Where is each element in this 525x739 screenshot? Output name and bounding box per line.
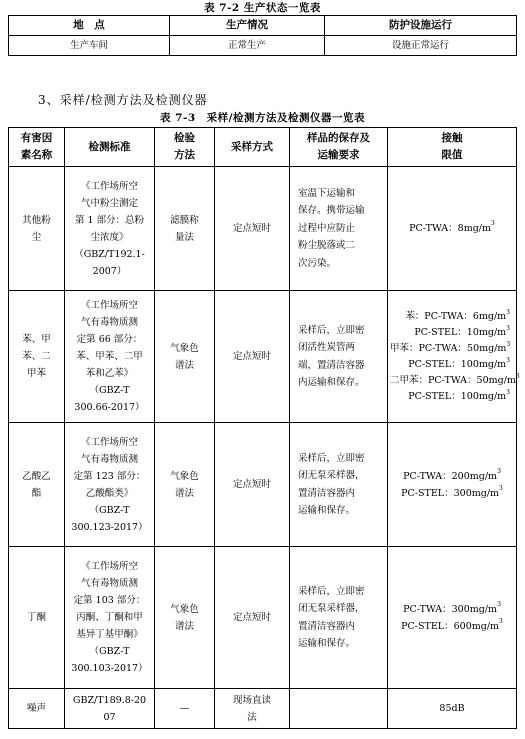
cell-method: 气象色 谱法 xyxy=(155,547,215,689)
cell-sampling: 现场直读法 xyxy=(215,689,290,729)
cell-storage: 采样后，立即密 闭无泵采样器， 置清洁容器内 运输和保存。 xyxy=(290,547,388,689)
production-status-table xyxy=(8,15,517,56)
cell-production: 正常生产 xyxy=(170,36,325,56)
cell-standard: 《工作场所空 气有毒物质测 定第 123 部分： 乙酸酯类》 （GBZ-T 300.123-2017） xyxy=(65,423,155,547)
cell-standard: 《工作场所空 气有毒物质测 定第 66 部分： 苯、甲苯、二甲 苯和乙苯》 （GBZ-T 300.66-2017） xyxy=(65,291,155,423)
cell-factor: 噪声 xyxy=(9,689,65,729)
cell-limit: PC-TWA：$8mg/m^3$ xyxy=(388,167,517,291)
table-row xyxy=(9,547,517,689)
cell-storage xyxy=(290,689,388,729)
cell-factor: 乙酸乙 酯 xyxy=(9,423,65,547)
table-header-row xyxy=(9,128,517,167)
section-heading: 3、采样/检测方法及检测仪器 xyxy=(38,93,208,107)
table-7-2-caption: 表 7-2 生产状态一览表 xyxy=(204,2,321,14)
cell-method: 气象色 谱法 xyxy=(155,423,215,547)
cell-sampling: 定点短时 xyxy=(215,167,290,291)
table-row xyxy=(9,291,517,423)
cell-sampling: 定点短时 xyxy=(215,291,290,423)
header-limit: 接触 限值 xyxy=(388,128,517,167)
header-protection: 防护设施运行 xyxy=(325,16,517,36)
cell-factor: 苯、甲 苯、二 甲苯 xyxy=(9,291,65,423)
cell-limit: 苯：PC-TWA：$6mg/m^3$ PC-STEL：$10mg/m^3$ 甲苯：PC-TWA：$50mg/m^3$ PC-STEL：$100mg/m^3$ 二甲苯：PC-TWA：$50mg/m^3$ PC-STEL：$100mg/m^3$ xyxy=(388,291,517,423)
cell-protection: 设施正常运行 xyxy=(325,36,517,56)
cell-factor: 其他粉 尘 xyxy=(9,167,65,291)
cell-method: 滤膜称 量法 xyxy=(155,167,215,291)
table-row xyxy=(9,689,517,729)
header-sampling: 采样方式 xyxy=(215,128,290,167)
header-factor: 有害因 素名称 xyxy=(9,128,65,167)
cell-storage: 采样后，立即密 闭活性炭管两 端，置清洁容器 内运输和保存。 xyxy=(290,291,388,423)
cell-sampling: 定点短时 xyxy=(215,547,290,689)
header-method: 检验 方法 xyxy=(155,128,215,167)
cell-method: — xyxy=(155,689,215,729)
cell-standard: 《工作场所空 气中粉尘测定 第 1 部分：总粉 尘浓度》 （GBZ/T192.1- 2007） xyxy=(65,167,155,291)
cell-factor: 丁酮 xyxy=(9,547,65,689)
table-row xyxy=(9,36,517,56)
table-row xyxy=(9,167,517,291)
table-header-row xyxy=(9,16,517,36)
cell-standard: 《工作场所空 气有毒物质测 定第 103 部分： 丙酮、丁酮和甲 基异丁基甲酮》 （GBZ-T 300.103-2017） xyxy=(65,547,155,689)
cell-storage: 采样后，立即密 闭无泵采样器， 置清洁容器内 运输和保存。 xyxy=(290,423,388,547)
cell-limit: PC-TWA：$200mg/m^3$ PC-STEL：$300mg/m^3$ xyxy=(388,423,517,547)
sampling-method-table xyxy=(8,127,520,729)
cell-sampling: 定点短时 xyxy=(215,423,290,547)
header-standard: 检测标准 xyxy=(65,128,155,167)
cell-limit: 85dB xyxy=(388,689,517,729)
header-production: 生产情况 xyxy=(170,16,325,36)
table-row xyxy=(9,423,517,547)
cell-limit: PC-TWA：$300mg/m^3$ PC-STEL：$600mg/m^3$ xyxy=(388,547,517,689)
cell-storage: 室温下运输和 保存。携带运输 过程中应防止 粉尘脱落或二 次污染。 xyxy=(290,167,388,291)
cell-standard: GBZ/T189.8-20 07 xyxy=(65,689,155,729)
header-storage: 样品的保存及 运输要求 xyxy=(290,128,388,167)
table-7-3-caption: 表 7-3 采样/检测方法及检测仪器一览表 xyxy=(160,112,365,124)
cell-method: 气象色 谱法 xyxy=(155,291,215,423)
cell-location: 生产车间 xyxy=(9,36,170,56)
header-location: 地 点 xyxy=(9,16,170,36)
